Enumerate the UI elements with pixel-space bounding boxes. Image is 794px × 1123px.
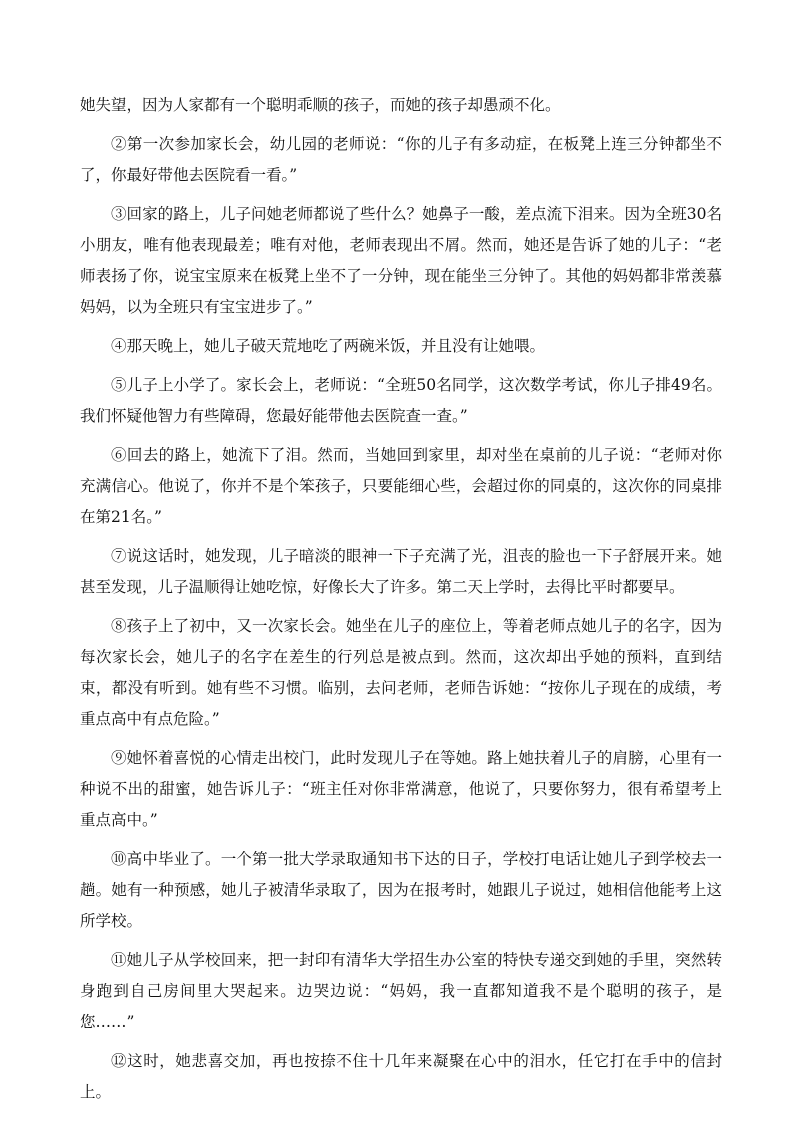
paragraph-4: ④那天晚上，她儿子破天荒地吃了两碗米饭，并且没有让她喂。 [111, 337, 546, 355]
paragraph-5: ⑤儿子上小学了。家长会上，老师说：“全班50名同学，这次数学考试，你儿子排49名。我们怀疑他智力有些障碍，您最好能带他去医院查一查。” [80, 376, 722, 425]
paragraph-3: ③回家的路上，儿子问她老师都说了些什么？她鼻子一酸，差点流下泪来。因为全班30名小朋友，唯有他表现最差；唯有对他，老师表现出不屑。然而，她还是告诉了她的儿子：“老师表扬了你，说宝宝原来在板凳上坐不了一分钟，现在能坐三分钟了。其他的妈妈都非常羡慕妈妈，以为全班只有宝宝进步了。” [80, 205, 722, 316]
paragraph-10: ⑩高中毕业了。一个第一批大学录取通知书下达的日子，学校打电话让她儿子到学校去一趟。她有一种预感，她儿子被清华录取了，因为在报考时，她跟儿子说过，她相信他能考上这所学校。 [80, 850, 722, 930]
paragraph-9: ⑨她怀着喜悦的心情走出校门，此时发现儿子在等她。路上她扶着儿子的肩膀，心里有一种说不出的甜蜜，她告诉儿子：“班主任对你非常满意，他说了，只要你努力，很有希望考上重点高中。” [80, 749, 722, 829]
paragraph-2: ②第一次参加家长会，幼儿园的老师说：“你的儿子有多动症，在板凳上连三分钟都坐不了，你最好带他去医院看一看。” [80, 135, 722, 184]
paragraph-7: ⑦说这话时，她发现，儿子暗淡的眼神一下子充满了光，沮丧的脸也一下子舒展开来。她甚至发现，儿子温顺得让她吃惊，好像长大了许多。第二天上学时，去得比平时都要早。 [80, 547, 722, 596]
paragraph-6: ⑥回去的路上，她流下了泪。然而，当她回到家里，却对坐在桌前的儿子说：“老师对你充满信心。他说了，你并不是个笨孩子，只要能细心些，会超过你的同桌的，这次你的同桌排在第21名。” [80, 446, 722, 526]
paragraph-11: ⑪她儿子从学校回来，把一封印有清华大学招生办公室的特快专递交到她的手里，突然转身跑到自己房间里大哭起来。边哭边说：“妈妈，我一直都知道我不是个聪明的孩子，是您……” [80, 951, 722, 1031]
document-page [80, 90, 722, 1116]
paragraph-12: ⑫这时，她悲喜交加，再也按捺不住十几年来凝聚在心中的泪水，任它打在手中的信封上。 [80, 1052, 722, 1101]
paragraph-8: ⑧孩子上了初中，又一次家长会。她坐在儿子的座位上，等着老师点她儿子的名字，因为每次家长会，她儿子的名字在差生的行列总是被点到。然而，这次却出乎她的预料，直到结束，都没有听到。她有些不习惯。临别，去问老师，老师告诉她：“按你儿子现在的成绩，考重点高中有点危险。” [80, 617, 722, 728]
paragraph-continuation: 她失望，因为人家都有一个聪明乖顺的孩子，而她的孩子却愚顽不化。 [80, 96, 561, 114]
